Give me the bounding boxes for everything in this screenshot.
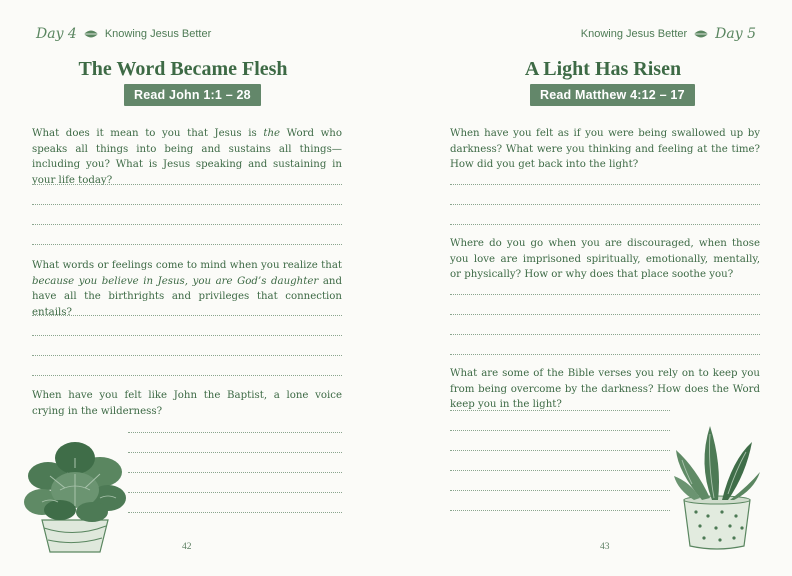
question-2: What words or feelings come to mind when you realize that because you believe in Jesus, you are God’s daughter and have all the birthrights and privileges that connection entails? — [32, 260, 342, 318]
answer-line[interactable] — [32, 375, 342, 376]
scripture-reading-badge: Read John 1:1 – 28 — [124, 84, 261, 106]
answer-line[interactable] — [450, 510, 670, 511]
answer-line[interactable] — [128, 452, 342, 453]
potted-begonia-icon — [20, 428, 130, 556]
answer-line[interactable] — [32, 184, 342, 185]
leaf-icon — [693, 29, 709, 39]
answer-line[interactable] — [450, 224, 760, 225]
page-number: 43 — [600, 542, 610, 552]
answer-line[interactable] — [450, 470, 670, 471]
right-page — [396, 0, 792, 576]
answer-line[interactable] — [450, 410, 670, 411]
answer-line[interactable] — [450, 354, 760, 355]
answer-line[interactable] — [128, 432, 342, 433]
answer-line[interactable] — [450, 204, 760, 205]
answer-line[interactable] — [32, 204, 342, 205]
potted-snake-plant-icon — [672, 424, 762, 552]
answer-line[interactable] — [128, 472, 342, 473]
day-label: Day 4 — [36, 26, 77, 42]
question-1: What does it mean to you that Jesus is the Word who speaks all things into being and sustains all things—including you? What is Jesus speaking and sustaining in your life today? — [32, 128, 342, 186]
answer-line[interactable] — [128, 512, 342, 513]
page-title: A Light Has Risen — [524, 58, 682, 80]
running-title: Knowing Jesus Better — [104, 28, 212, 40]
answer-line[interactable] — [32, 335, 342, 336]
answer-line[interactable] — [450, 430, 670, 431]
answer-line[interactable] — [450, 294, 760, 295]
scripture-reading-badge: Read Matthew 4:12 – 17 — [530, 84, 695, 106]
question-1: When have you felt as if you were being swallowed up by darkness? What were you thinking and feeling at the time? How did you get back into the light? — [450, 128, 760, 170]
answer-line[interactable] — [32, 355, 342, 356]
answer-line[interactable] — [32, 315, 342, 316]
answer-line[interactable] — [450, 334, 760, 335]
answer-line[interactable] — [450, 450, 670, 451]
page-title: The Word Became Flesh — [78, 58, 288, 80]
page-number: 42 — [182, 542, 192, 552]
running-head-right — [581, 26, 756, 42]
question-2: Where do you go when you are discouraged, when those you love are imprisoned spiritually, emotionally, mentally, or physically? How or why does that place soothe you? — [450, 238, 760, 280]
answer-line[interactable] — [32, 244, 342, 245]
day-label: Day 5 — [715, 26, 756, 42]
answer-line[interactable] — [450, 490, 670, 491]
answer-line[interactable] — [128, 492, 342, 493]
answer-line[interactable] — [450, 314, 760, 315]
leaf-icon — [83, 29, 99, 39]
running-title: Knowing Jesus Better — [580, 28, 688, 40]
running-head-left — [36, 26, 211, 42]
answer-line[interactable] — [450, 184, 760, 185]
question-3: When have you felt like John the Baptist, a lone voice crying in the wilderness? — [32, 390, 342, 417]
answer-line[interactable] — [32, 224, 342, 225]
question-3: What are some of the Bible verses you rely on to keep you from being overcome by the darkness? How does the Word keep you in the light? — [450, 368, 760, 410]
